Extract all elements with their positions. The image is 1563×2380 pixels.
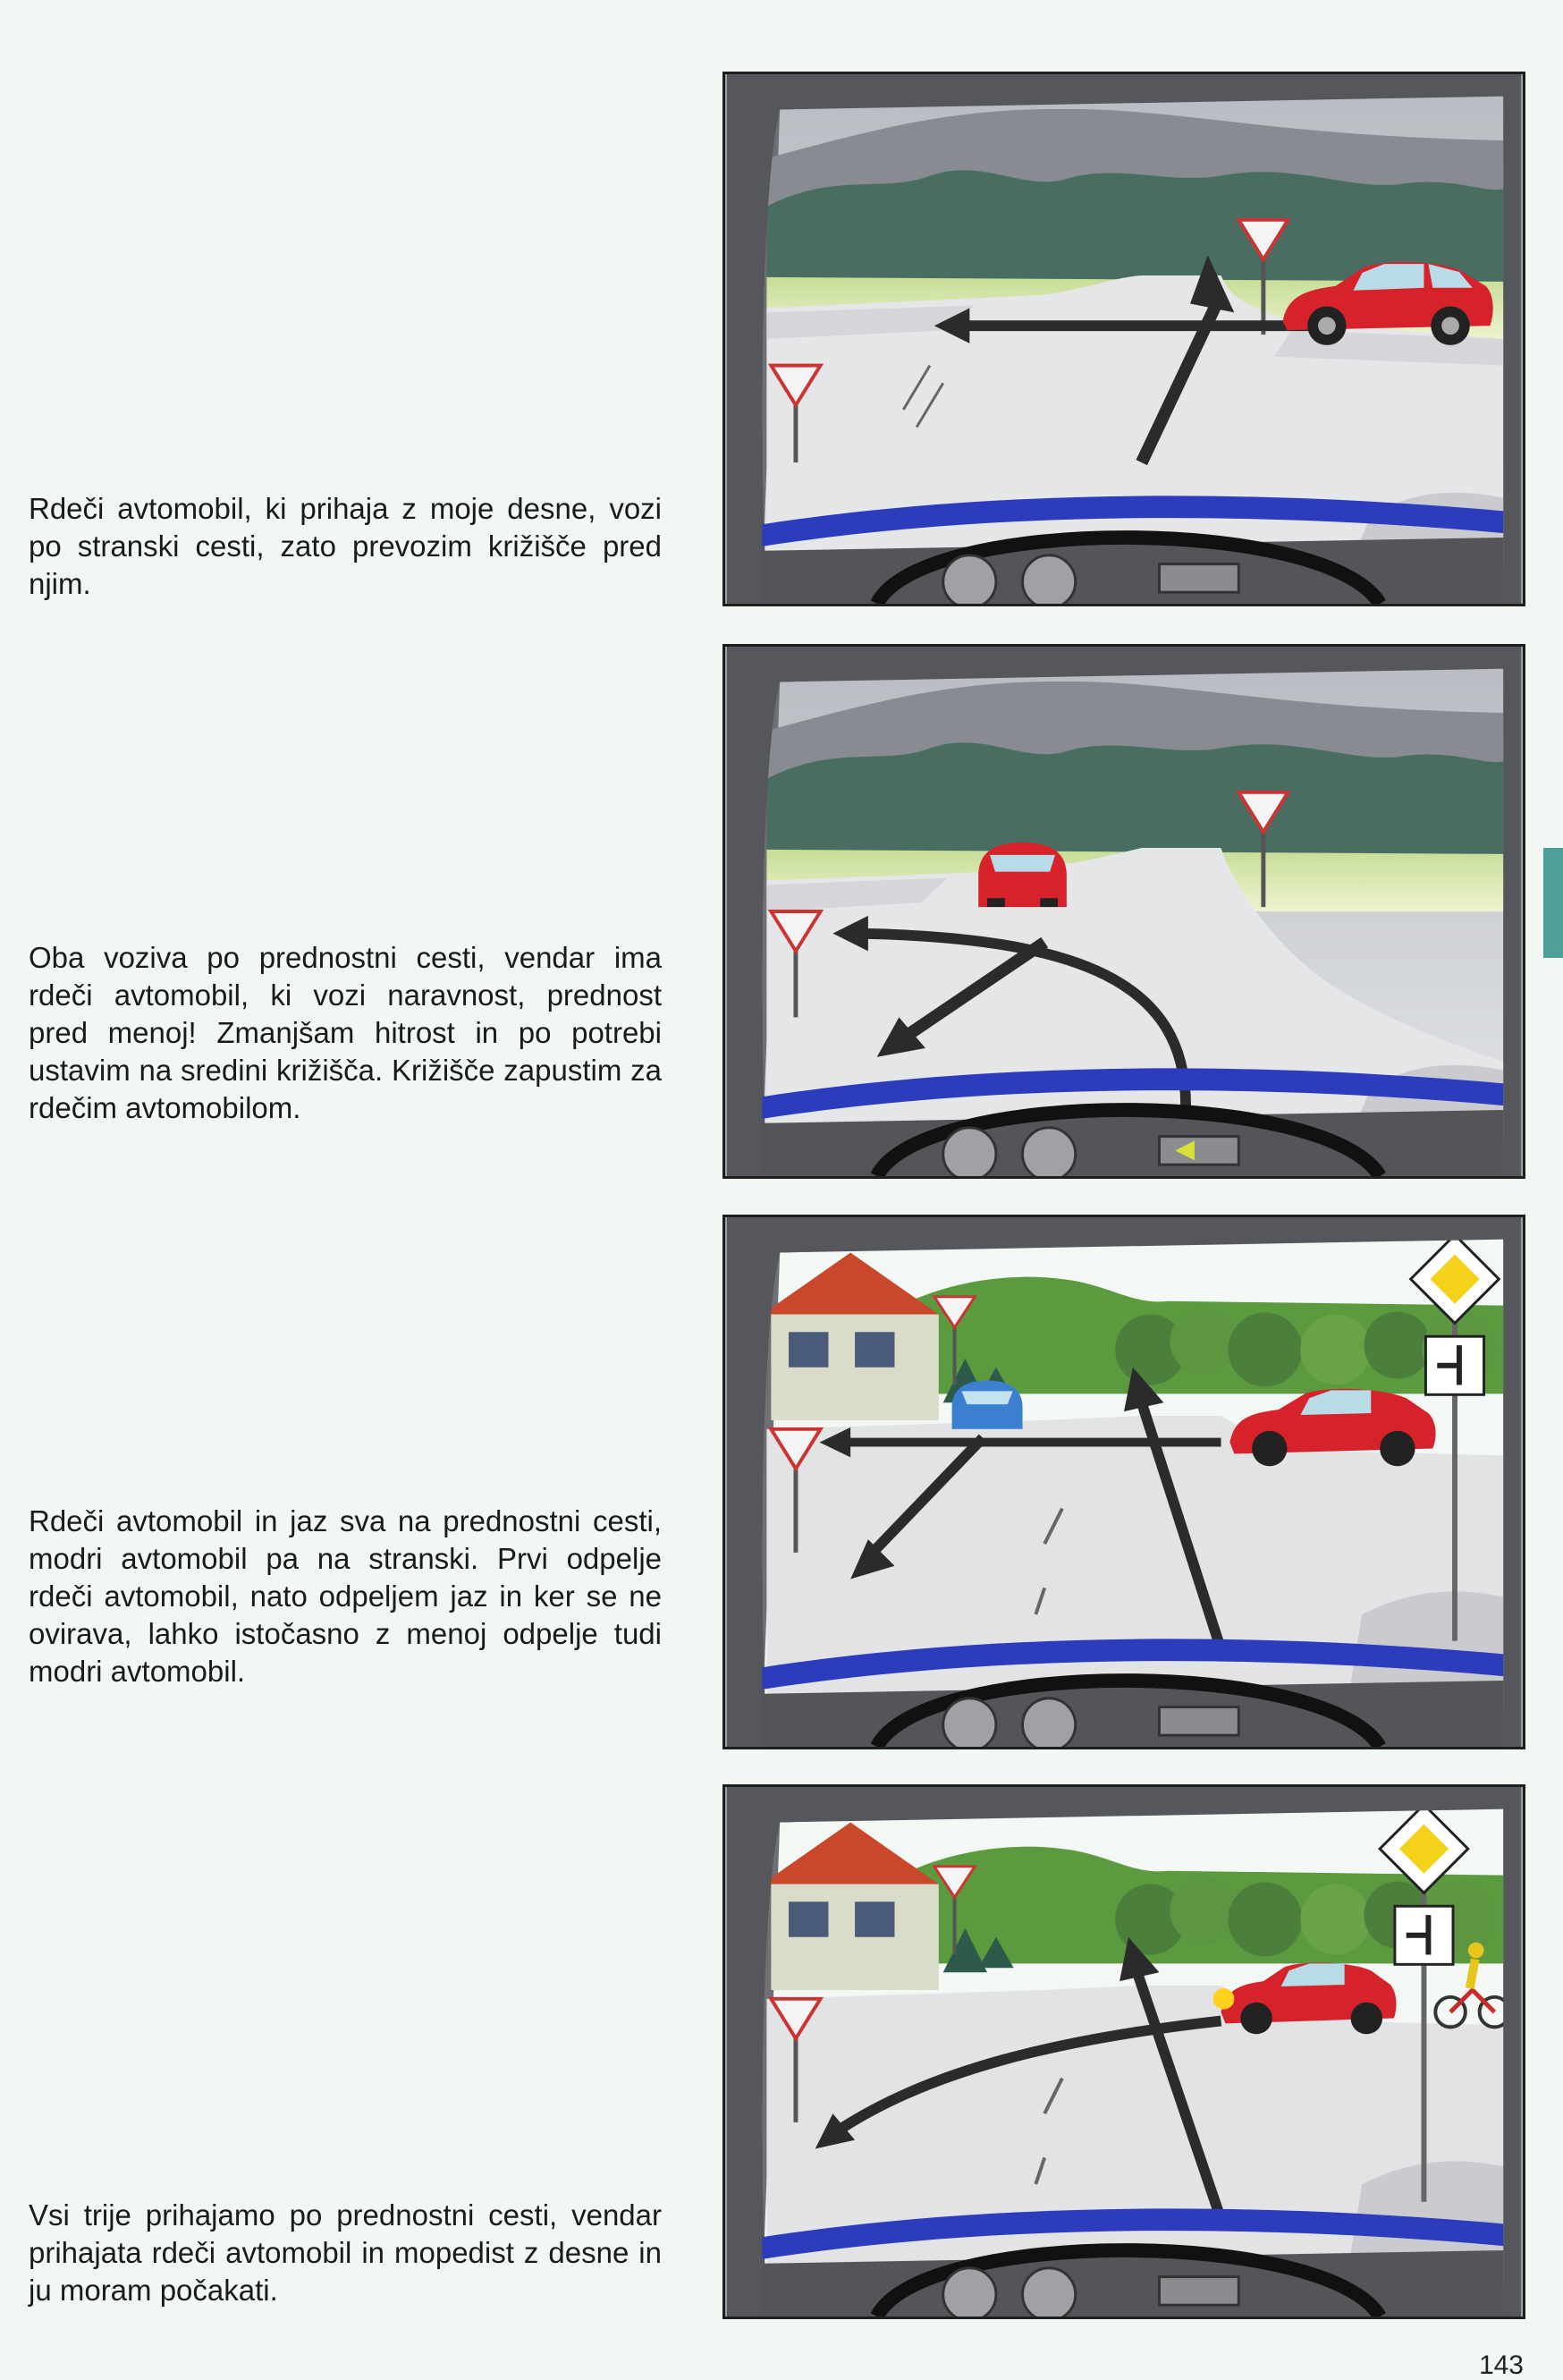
caption-scene-1: Rdeči avtomobil, ki prihaja z moje desne, vozi po stranski cesti, zato prevozim križišče pred njim. [29, 492, 662, 600]
red-car [978, 843, 1067, 907]
indicator-display [1159, 1707, 1238, 1736]
caption-scene-2: Oba voziva po prednostni cesti, vendar ima rdeči avtomobil, ki vozi naravnost, prednost pred menoj! Zmanjšam hitrost in po potrebi ustavim na sredini križišča. Križišče zapustim za rdečim avtomobilom. [29, 941, 662, 1124]
caption-scene-3: Rdeči avtomobil in jaz sva na prednostni cesti, modri avtomobil pa na stranski. Prvi odpelje rdeči avtomobil, nato odpeljem jaz in ker se ne ovirava, lahko istočasno z menoj odpelje tudi modri avtomobil. [29, 1504, 662, 1688]
indicator-display [1159, 2277, 1238, 2306]
illustration-scene-3 [722, 1215, 1525, 1749]
page-number: 143 [1478, 2350, 1524, 2380]
illustration-scene-1 [722, 72, 1525, 606]
caption-scene-4: Vsi trije prihajamo po prednostni cesti, vendar prihajata rdeči avtomobil in mopedist z desne in ju moram počakati. [29, 2198, 662, 2307]
indicator-display [1159, 564, 1238, 593]
blue-car [952, 1381, 1023, 1429]
illustration-scene-2 [722, 644, 1525, 1179]
priority-direction-plate [1425, 1336, 1483, 1394]
chapter-tab [1543, 848, 1563, 958]
illustration-scene-4 [722, 1784, 1525, 2319]
priority-direction-plate [1395, 1906, 1453, 1964]
indicator-display [1159, 1137, 1238, 1165]
